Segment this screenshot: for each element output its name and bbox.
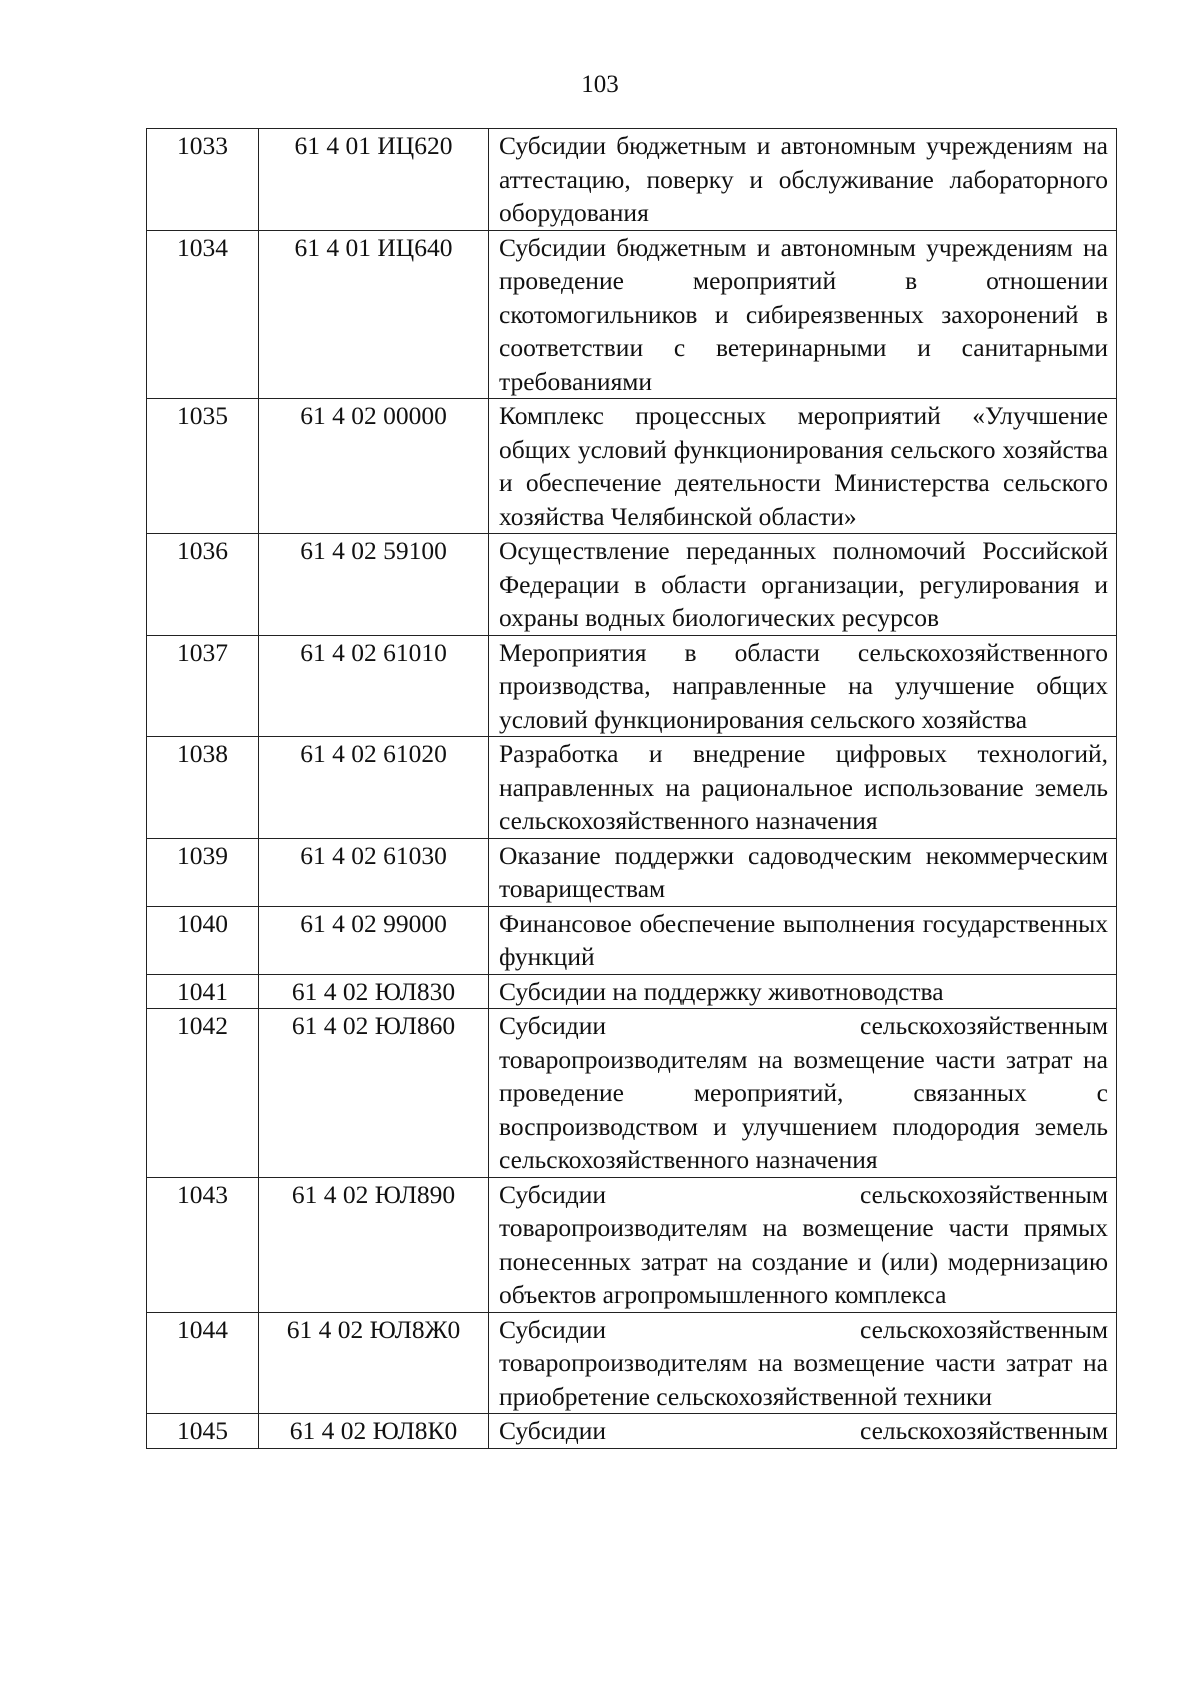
table-row — [147, 1009, 1117, 1178]
description-cell: Комплекс процессных мероприятий «Улучшение общих условий функционирования сельского хозяйства и обеспечение деятельности Министерства сельского хозяйства Челябинской области» — [489, 399, 1117, 534]
description-cell: Субсидии бюджетным и автономным учреждениям на проведение мероприятий в отношении скотомогильников и сибиреязвенных захоронений в соответствии с ветеринарными и санитарными требованиями — [489, 230, 1117, 399]
table-row — [147, 129, 1117, 231]
description-cell: Субсидии сельскохозяйственным товаропроизводителям на возмещение части затрат на приобретение сельскохозяйственной техники — [489, 1312, 1117, 1414]
code-cell: 61 4 02 ЮЛ830 — [259, 974, 489, 1009]
description-cell: Осуществление переданных полномочий Российской Федерации в области организации, регулирования и охраны водных биологических ресурсов — [489, 534, 1117, 636]
row-number-cell: 1038 — [147, 737, 259, 839]
row-number-cell: 1045 — [147, 1414, 259, 1449]
code-cell: 61 4 02 59100 — [259, 534, 489, 636]
page-number: 103 — [581, 71, 619, 98]
table-row — [147, 906, 1117, 974]
code-cell: 61 4 02 ЮЛ860 — [259, 1009, 489, 1178]
description-cell: Субсидии бюджетным и автономным учреждениям на аттестацию, поверку и обслуживание лабораторного оборудования — [489, 129, 1117, 231]
description-cell: Финансовое обеспечение выполнения государственных функций — [489, 906, 1117, 974]
code-cell: 61 4 02 ЮЛ8К0 — [259, 1414, 489, 1449]
code-cell: 61 4 02 00000 — [259, 399, 489, 534]
table-row — [147, 230, 1117, 399]
table-row — [147, 737, 1117, 839]
description-cell: Мероприятия в области сельскохозяйственного производства, направленные на улучшение общих условий функционирования сельского хозяйства — [489, 635, 1117, 737]
description-cell: Субсидии на поддержку животноводства — [489, 974, 1117, 1009]
budget-classification-table — [146, 128, 1117, 1449]
row-number-cell: 1039 — [147, 838, 259, 906]
description-cell: Субсидии сельскохозяйственным товаропроизводителям на возмещение части прямых понесенных затрат на создание и (или) модернизацию объектов агропромышленного комплекса — [489, 1177, 1117, 1312]
table-row — [147, 399, 1117, 534]
row-number-cell: 1043 — [147, 1177, 259, 1312]
table-row — [147, 1312, 1117, 1414]
table-row — [147, 974, 1117, 1009]
code-cell: 61 4 02 ЮЛ8Ж0 — [259, 1312, 489, 1414]
code-cell: 61 4 02 99000 — [259, 906, 489, 974]
code-cell: 61 4 02 61020 — [259, 737, 489, 839]
row-number-cell: 1040 — [147, 906, 259, 974]
description-cell: Субсидии сельскохозяйственным товаропроизводителям на возмещение части затрат на проведение мероприятий, связанных с воспроизводством и улучшением плодородия земель сельскохозяйственного назначения — [489, 1009, 1117, 1178]
row-number-cell: 1033 — [147, 129, 259, 231]
row-number-cell: 1035 — [147, 399, 259, 534]
table-row — [147, 838, 1117, 906]
description-cell: Разработка и внедрение цифровых технологий, направленных на рациональное использование земель сельскохозяйственного назначения — [489, 737, 1117, 839]
description-cell: Оказание поддержки садоводческим некоммерческим товариществам — [489, 838, 1117, 906]
table-row — [147, 1414, 1117, 1449]
row-number-cell: 1042 — [147, 1009, 259, 1178]
code-cell: 61 4 02 ЮЛ890 — [259, 1177, 489, 1312]
table-row — [147, 635, 1117, 737]
table-row — [147, 1177, 1117, 1312]
row-number-cell: 1037 — [147, 635, 259, 737]
row-number-cell: 1044 — [147, 1312, 259, 1414]
row-number-cell: 1034 — [147, 230, 259, 399]
code-cell: 61 4 02 61030 — [259, 838, 489, 906]
row-number-cell: 1041 — [147, 974, 259, 1009]
table-row — [147, 534, 1117, 636]
code-cell: 61 4 01 ИЦ620 — [259, 129, 489, 231]
description-cell: Субсидии сельскохозяйственным — [489, 1414, 1117, 1449]
code-cell: 61 4 01 ИЦ640 — [259, 230, 489, 399]
row-number-cell: 1036 — [147, 534, 259, 636]
code-cell: 61 4 02 61010 — [259, 635, 489, 737]
